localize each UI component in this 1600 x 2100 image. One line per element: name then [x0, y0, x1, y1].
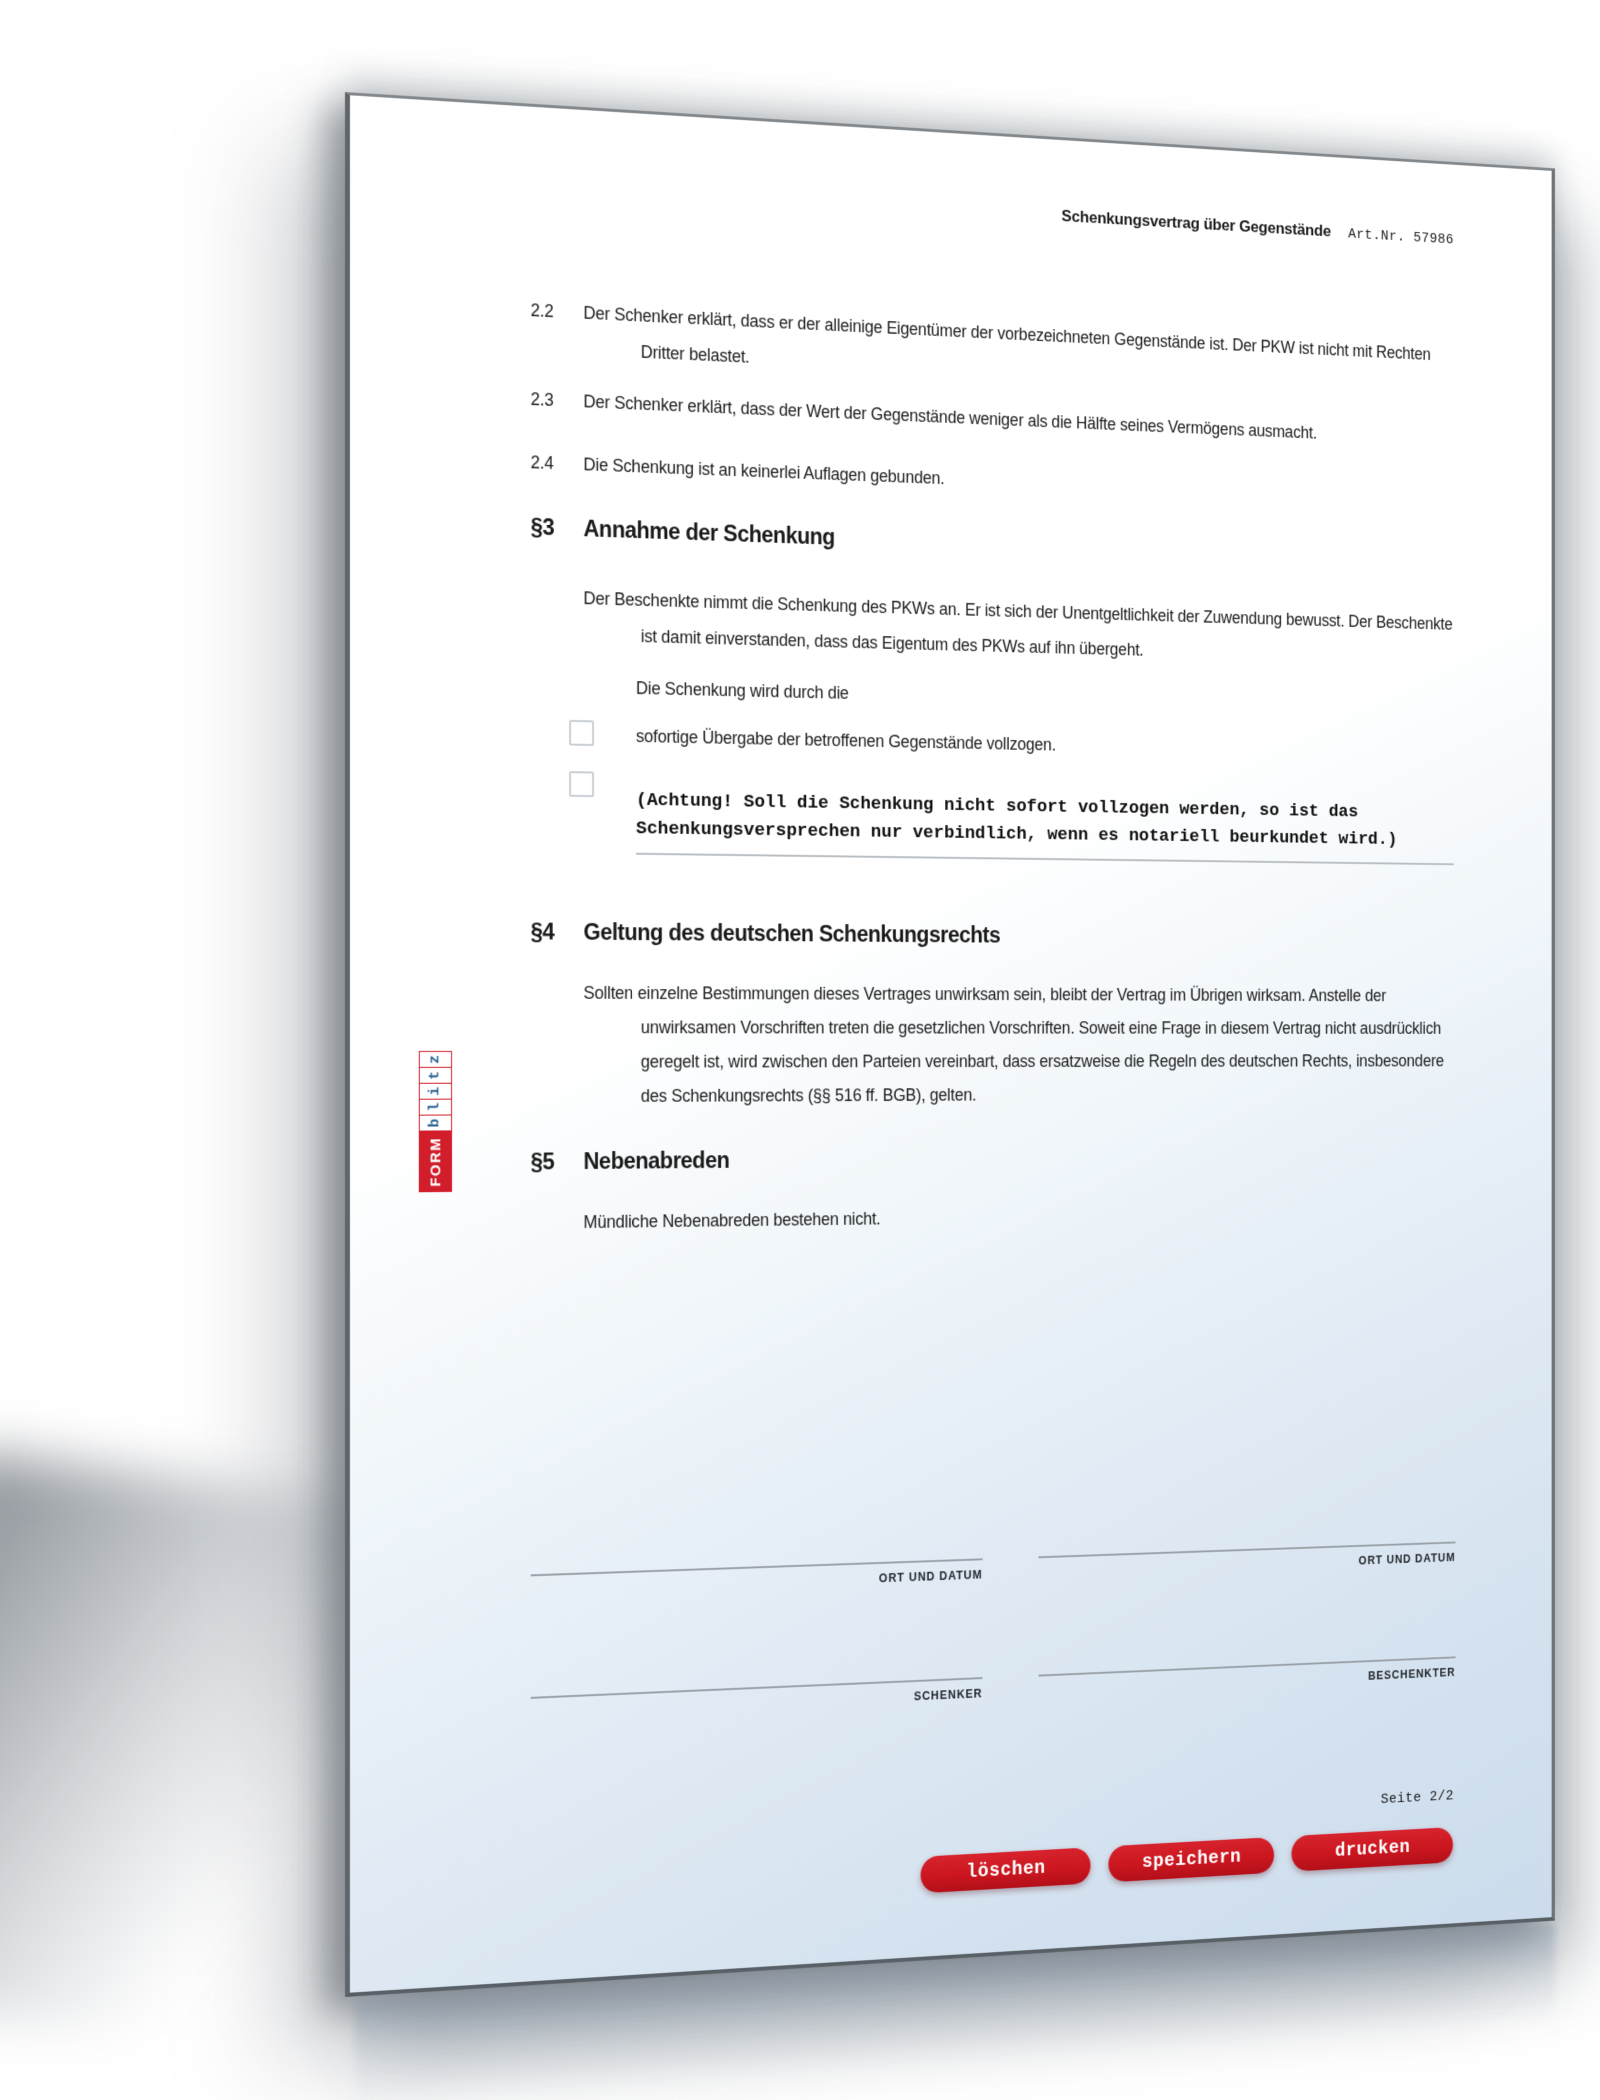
clause-text: Der Schenker erklärt, dass er der alleinige Eigentümer der vorbezeichneten Gegenstände ist. Der PKW ist nicht mit Rechten Dritter belastet. — [583, 302, 1431, 367]
section-number: §3 — [530, 513, 555, 541]
notarization-warning-text: (Achtung! Soll die Schenkung nicht sofort vollzogen werden, so ist das Schenkungsversprechen nur verbindlich, wenn es notariell beurkundet wird.) — [635, 789, 1398, 850]
logo-letter-t: t — [419, 1067, 452, 1084]
formblitz-logo — [419, 1051, 452, 1192]
option-immediate-transfer — [569, 720, 1445, 767]
logo-letter-z: z — [419, 1051, 452, 1068]
document-title: Schenkungsvertrag über Gegenstände — [1061, 206, 1331, 241]
delete-button[interactable]: löschen — [921, 1847, 1091, 1893]
logo-letter-i: i — [419, 1083, 452, 1100]
section-3-intro: Die Schenkung wird durch die — [635, 678, 849, 703]
section-title: Geltung des deutschen Schenkungsrechts — [583, 919, 1001, 948]
print-button[interactable]: drucken — [1291, 1827, 1452, 1872]
clause-2-4 — [531, 444, 1454, 515]
checkbox-notarization-note[interactable] — [569, 771, 594, 797]
signature-label: ORT UND DATUM — [878, 1567, 983, 1586]
section-4-paragraph: Sollten einzelne Bestimmungen dieses Vertrages unwirksam sein, bleibt der Vertrag im Übrigen wirksam. Anstelle der unwirksamen Vorschriften treten die gesetzlichen Vorschriften. Soweit eine Frage in diesem Vertrag nicht ausdrücklich geregelt ist, wird zwischen den Parteien vereinbart, dass ersatzweise die Regeln des deutschen Rechts, insbesondere des Schenkungsrechts (§§ 516 ff. BGB), gelten. — [583, 982, 1444, 1106]
logo-letter-b: b — [419, 1115, 452, 1132]
logo-letter-l: l — [419, 1099, 452, 1116]
section-title: Annahme der Schenkung — [583, 515, 835, 550]
logo-form-block: FORM — [419, 1130, 452, 1192]
signature-label: BESCHENKTER — [1368, 1665, 1456, 1683]
signature-field — [531, 1677, 983, 1720]
save-button[interactable]: speichern — [1108, 1837, 1274, 1882]
section-title: Nebenabreden — [583, 1147, 730, 1174]
option-notarization-note — [569, 771, 1428, 854]
clause-number: 2.4 — [530, 452, 554, 474]
signature-field — [531, 1558, 983, 1598]
section-5-heading — [531, 1142, 1454, 1175]
page-number: Seite 2/2 — [1380, 1788, 1454, 1808]
section-4-heading — [531, 919, 1454, 952]
clause-text: Der Schenker erklärt, dass der Wert der Gegenstände weniger als die Hälfte seines Vermögens ausmacht. — [583, 391, 1317, 443]
action-button-row — [921, 1827, 1453, 1893]
section-3-heading — [531, 514, 1454, 572]
clause-number: 2.2 — [530, 300, 554, 322]
signature-label: ORT UND DATUM — [1358, 1550, 1456, 1568]
clause-number: 2.3 — [530, 389, 554, 410]
signature-field — [1039, 1656, 1456, 1697]
separator-line — [636, 853, 1454, 865]
article-number: Art.Nr. 57986 — [1348, 226, 1454, 249]
signature-label: SCHENKER — [913, 1686, 983, 1704]
section-number: §4 — [530, 918, 555, 945]
section-3-paragraph: Der Beschenkte nimmt die Schenkung des PKWs an. Er ist sich der Unentgeltlichkeit der Zuwendung bewusst. Der Beschenkte ist damit einverstanden, dass das Eigentum des PKWs auf ihn übergeht. — [583, 588, 1453, 660]
page-header — [583, 179, 1453, 248]
signature-field — [1039, 1542, 1456, 1580]
document-page-wrapper — [345, 92, 1555, 1997]
option-label: sofortige Übergabe der betroffenen Gegenstände vollzogen. — [635, 726, 1056, 755]
document-page — [345, 92, 1555, 1997]
checkbox-immediate-transfer[interactable] — [569, 720, 594, 746]
section-5-paragraph: Mündliche Nebenabreden bestehen nicht. — [583, 1208, 881, 1232]
clause-text: Die Schenkung ist an keinerlei Auflagen gebunden. — [583, 454, 945, 489]
section-number: §5 — [530, 1148, 555, 1175]
